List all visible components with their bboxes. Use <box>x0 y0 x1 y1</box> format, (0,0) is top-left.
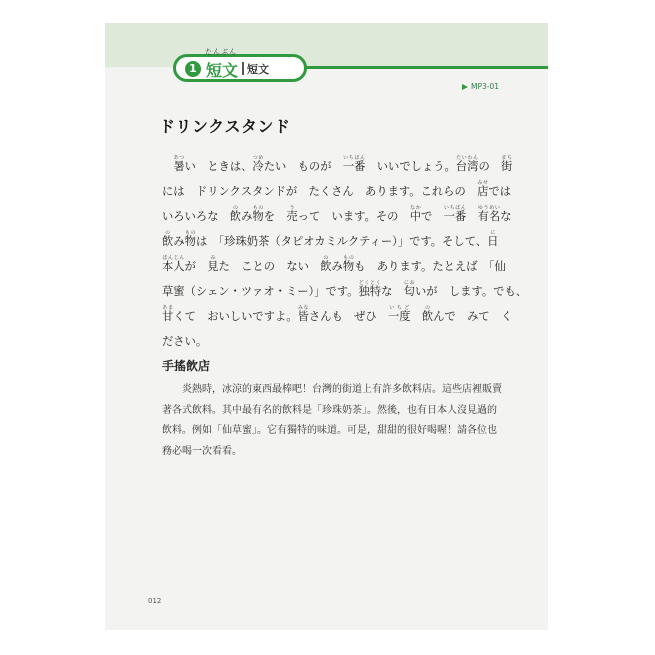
passage-text: いいでしょう。 <box>365 160 456 173</box>
header-rule <box>305 66 548 69</box>
play-icon <box>462 84 468 90</box>
passage-text: で <box>421 210 444 223</box>
header-band <box>105 23 548 67</box>
passage-text: んで みて く <box>433 310 513 323</box>
passage-text: は 「珍珠奶茶（タピオカミルクティー）」です。そして、 <box>195 235 488 248</box>
furigana-word: 日に <box>487 230 499 248</box>
furigana-word: 売う <box>286 205 298 223</box>
passage-line <box>162 249 510 274</box>
furigana-word: 皆みな <box>297 305 309 323</box>
furigana-word: 匂にお <box>403 280 415 298</box>
passage-text <box>162 160 173 173</box>
passage-text: さんも ぜひ <box>308 310 388 323</box>
translation-line: 務必喝一次看看。 <box>162 445 242 457</box>
furigana-word: 見み <box>207 255 219 273</box>
passage-text: たい ものが <box>263 160 343 173</box>
section-title-furigana: たんぶん <box>205 48 237 56</box>
passage-text <box>466 210 477 223</box>
passage-line <box>162 224 510 249</box>
furigana-word: 一度いちど <box>388 305 411 323</box>
furigana-word: 暑あつ <box>173 155 185 173</box>
passage-text: を <box>263 210 287 223</box>
passage-line <box>162 199 510 224</box>
furigana-word: 有名ゆうめい <box>477 205 501 223</box>
furigana-word: 一番いちばん <box>443 205 467 223</box>
passage-text: い ときは、 <box>184 160 253 173</box>
passage-text: くて おいしいですよ。 <box>173 310 298 323</box>
furigana-word: 冷つめ <box>252 155 264 173</box>
section-divider <box>242 62 244 75</box>
passage-line <box>162 299 513 324</box>
passage-text: には ドリンクスタンドが たくさん あります。これらの <box>162 185 478 198</box>
furigana-word: 物もの <box>252 205 264 223</box>
translation-line: 著各式飲料。其中最有名的飲料是「珍珠奶茶」。然後，也有日本人沒見過的 <box>162 404 497 416</box>
furigana-word: 飲の <box>229 205 242 223</box>
passage-text: ださい。 <box>162 335 208 348</box>
translation-line: 飲料。例如「仙草蜜」。它有獨特的味道。可是，甜甜的很好喝喔！請各位也 <box>162 425 497 436</box>
furigana-word: 独特どくとく <box>358 280 382 298</box>
japanese-passage <box>162 149 528 349</box>
passage-text: み <box>241 210 253 223</box>
furigana-word: 本人ほんじん <box>162 255 185 273</box>
furigana-word: 物もの <box>342 255 355 273</box>
section-number: 1 <box>185 61 201 77</box>
section-title: 短文 <box>206 61 239 80</box>
article-title: ドリンクスタンド <box>159 117 291 136</box>
passage-text: いろいろな <box>162 210 230 223</box>
page-number: 012 <box>148 597 162 605</box>
passage-text: み <box>173 235 185 248</box>
translation-title: 手搖飲店 <box>162 359 211 373</box>
passage-line <box>162 274 528 299</box>
furigana-word: 飲の <box>421 305 434 323</box>
chinese-translation <box>162 380 502 462</box>
passage-text: って います。その <box>297 210 410 223</box>
section-badge <box>173 48 307 82</box>
passage-text: な <box>381 285 404 298</box>
passage-text: いが します。でも、 <box>414 285 528 298</box>
passage-text: な <box>500 210 512 223</box>
passage-text <box>411 310 422 323</box>
passage-text: 草蜜（シェン・ツァオ・ミー）」です。 <box>162 285 359 298</box>
furigana-word: 台湾たいわん <box>455 155 479 173</box>
passage-text: では <box>488 185 511 198</box>
passage-line <box>162 149 513 174</box>
furigana-word: 中なか <box>409 205 422 223</box>
passage-line <box>162 324 510 349</box>
passage-text: み <box>331 260 343 273</box>
section-subtitle: 短文 <box>247 63 269 76</box>
furigana-word: 物もの <box>184 230 196 248</box>
book-page <box>105 23 548 630</box>
furigana-word: 街まち <box>501 155 513 173</box>
passage-text: も あります。たとえば 「仙 <box>354 260 506 273</box>
audio-track-text: MP3-01 <box>470 82 499 91</box>
furigana-word: 飲の <box>320 255 332 273</box>
furigana-word: 一番いちばん <box>342 155 366 173</box>
furigana-word: 甘あま <box>162 305 174 323</box>
translation-line: 炎熱時，冰涼的東西最棒吧！台灣的街道上有許多飲料店。這些店裡販賣 <box>162 384 502 395</box>
audio-track-label <box>462 82 499 91</box>
passage-text: が <box>184 260 208 273</box>
passage-text: た ことの ない <box>218 260 321 273</box>
furigana-word: 店みせ <box>477 180 489 198</box>
furigana-word: 飲の <box>162 230 174 248</box>
passage-line <box>162 174 510 199</box>
passage-text: の <box>478 160 502 173</box>
